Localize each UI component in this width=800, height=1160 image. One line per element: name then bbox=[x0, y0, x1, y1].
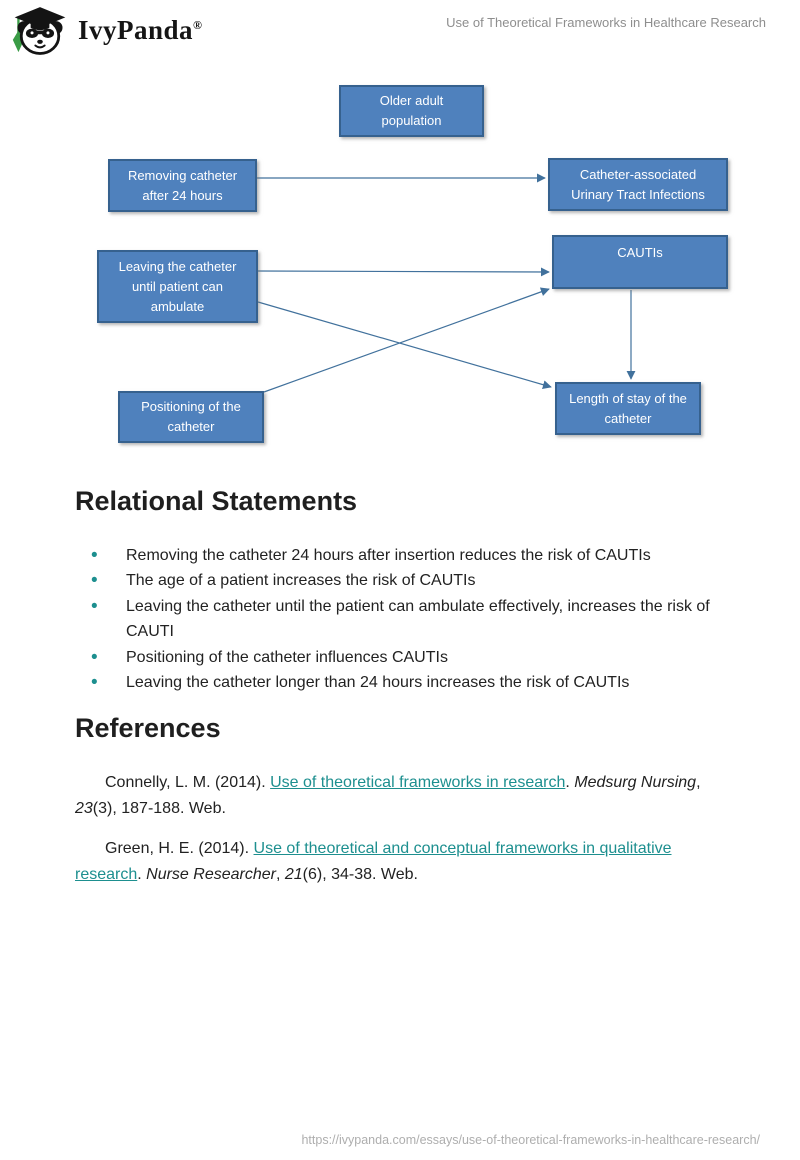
diagram-node-label: CAUTIs bbox=[617, 245, 663, 260]
brand-name: IvyPanda® bbox=[78, 15, 203, 45]
diagram-node-label: Leaving the catheter until patient can ambulate bbox=[118, 258, 237, 314]
reference-link[interactable]: Use of theoretical frameworks in research bbox=[270, 774, 566, 791]
diagram-node-label: Older adult population bbox=[379, 93, 444, 128]
statement-text: Positioning of the catheter influences CAUTIs bbox=[126, 648, 448, 666]
statement-text: Removing the catheter 24 hours after insertion reduces the risk of CAUTIs bbox=[126, 547, 651, 564]
diagram-node-removing-catheter bbox=[108, 159, 257, 212]
concept-diagram bbox=[0, 80, 800, 452]
relational-statement-item bbox=[75, 670, 735, 695]
reference-text: (3), 187-188. Web. bbox=[92, 799, 226, 817]
reference-text: (6), 34-38. Web. bbox=[302, 865, 418, 883]
diagram-arrow-2 bbox=[258, 302, 551, 387]
reference-entry-1 bbox=[75, 836, 730, 887]
reference-text: . bbox=[137, 865, 147, 883]
diagram-node-label: Positioning of the catheter bbox=[141, 399, 241, 434]
reference-text: , bbox=[275, 865, 285, 883]
relational-statement-item bbox=[75, 594, 735, 645]
footer-source-url[interactable]: https://ivypanda.com/essays/use-of-theoretical-frameworks-in-healthcare-research/ bbox=[301, 1133, 760, 1147]
reference-journal-text: Medsurg Nursing bbox=[574, 774, 697, 791]
references-heading: References bbox=[75, 713, 221, 743]
diagram-node-positioning-catheter bbox=[118, 391, 264, 443]
relational-statement-item bbox=[75, 645, 735, 670]
diagram-node-label: Catheter-associated Urinary Tract Infections bbox=[571, 166, 705, 202]
reference-text: . bbox=[565, 774, 575, 791]
references-list bbox=[75, 770, 730, 902]
reference-journal-text: Nurse Researcher bbox=[146, 865, 276, 883]
page-header bbox=[0, 0, 800, 62]
reference-text: Connelly, L. M. (2014). bbox=[105, 774, 271, 791]
diagram-node-older-adult-population bbox=[339, 85, 484, 137]
statement-text: The age of a patient increases the risk of CAUTIs bbox=[126, 572, 476, 590]
registered-trademark: ® bbox=[193, 18, 203, 32]
diagram-node-cautis bbox=[552, 235, 728, 289]
statement-text: Leaving the catheter until the patient can ambulate effectively, increases the risk of CAUTI bbox=[126, 597, 710, 641]
reference-entry-0 bbox=[75, 770, 730, 821]
diagram-node-catheter-associated-uti bbox=[548, 158, 728, 211]
diagram-node-length-of-stay bbox=[555, 382, 701, 435]
relational-statement-item bbox=[75, 543, 735, 568]
diagram-arrow-1 bbox=[258, 271, 549, 272]
relational-statement-item bbox=[75, 568, 735, 593]
reference-link[interactable]: Use of theoretical and conceptual frameworks in qualitative research bbox=[75, 840, 672, 883]
statement-text: Leaving the catheter longer than 24 hours increases the risk of CAUTIs bbox=[126, 674, 630, 692]
reference-journal-text: 23 bbox=[75, 799, 93, 817]
brand-logo-link[interactable] bbox=[10, 5, 203, 56]
reference-text: , bbox=[696, 774, 701, 791]
relational-statements-list bbox=[75, 543, 735, 695]
diagram-node-label: Removing catheter after 24 hours bbox=[127, 167, 238, 203]
page-footer bbox=[301, 1131, 760, 1149]
relational-statements-heading: Relational Statements bbox=[75, 486, 358, 516]
reference-text: Green, H. E. (2014). bbox=[105, 840, 254, 858]
reference-journal-text: 21 bbox=[284, 865, 303, 883]
diagram-arrow-3 bbox=[264, 289, 549, 392]
diagram-node-label: Length of stay of the catheter bbox=[569, 390, 687, 426]
ivypanda-panda-logo-icon bbox=[10, 5, 70, 56]
diagram-node-leaving-catheter bbox=[97, 250, 258, 323]
document-title: Use of Theoretical Frameworks in Healthcare Research bbox=[446, 15, 766, 30]
